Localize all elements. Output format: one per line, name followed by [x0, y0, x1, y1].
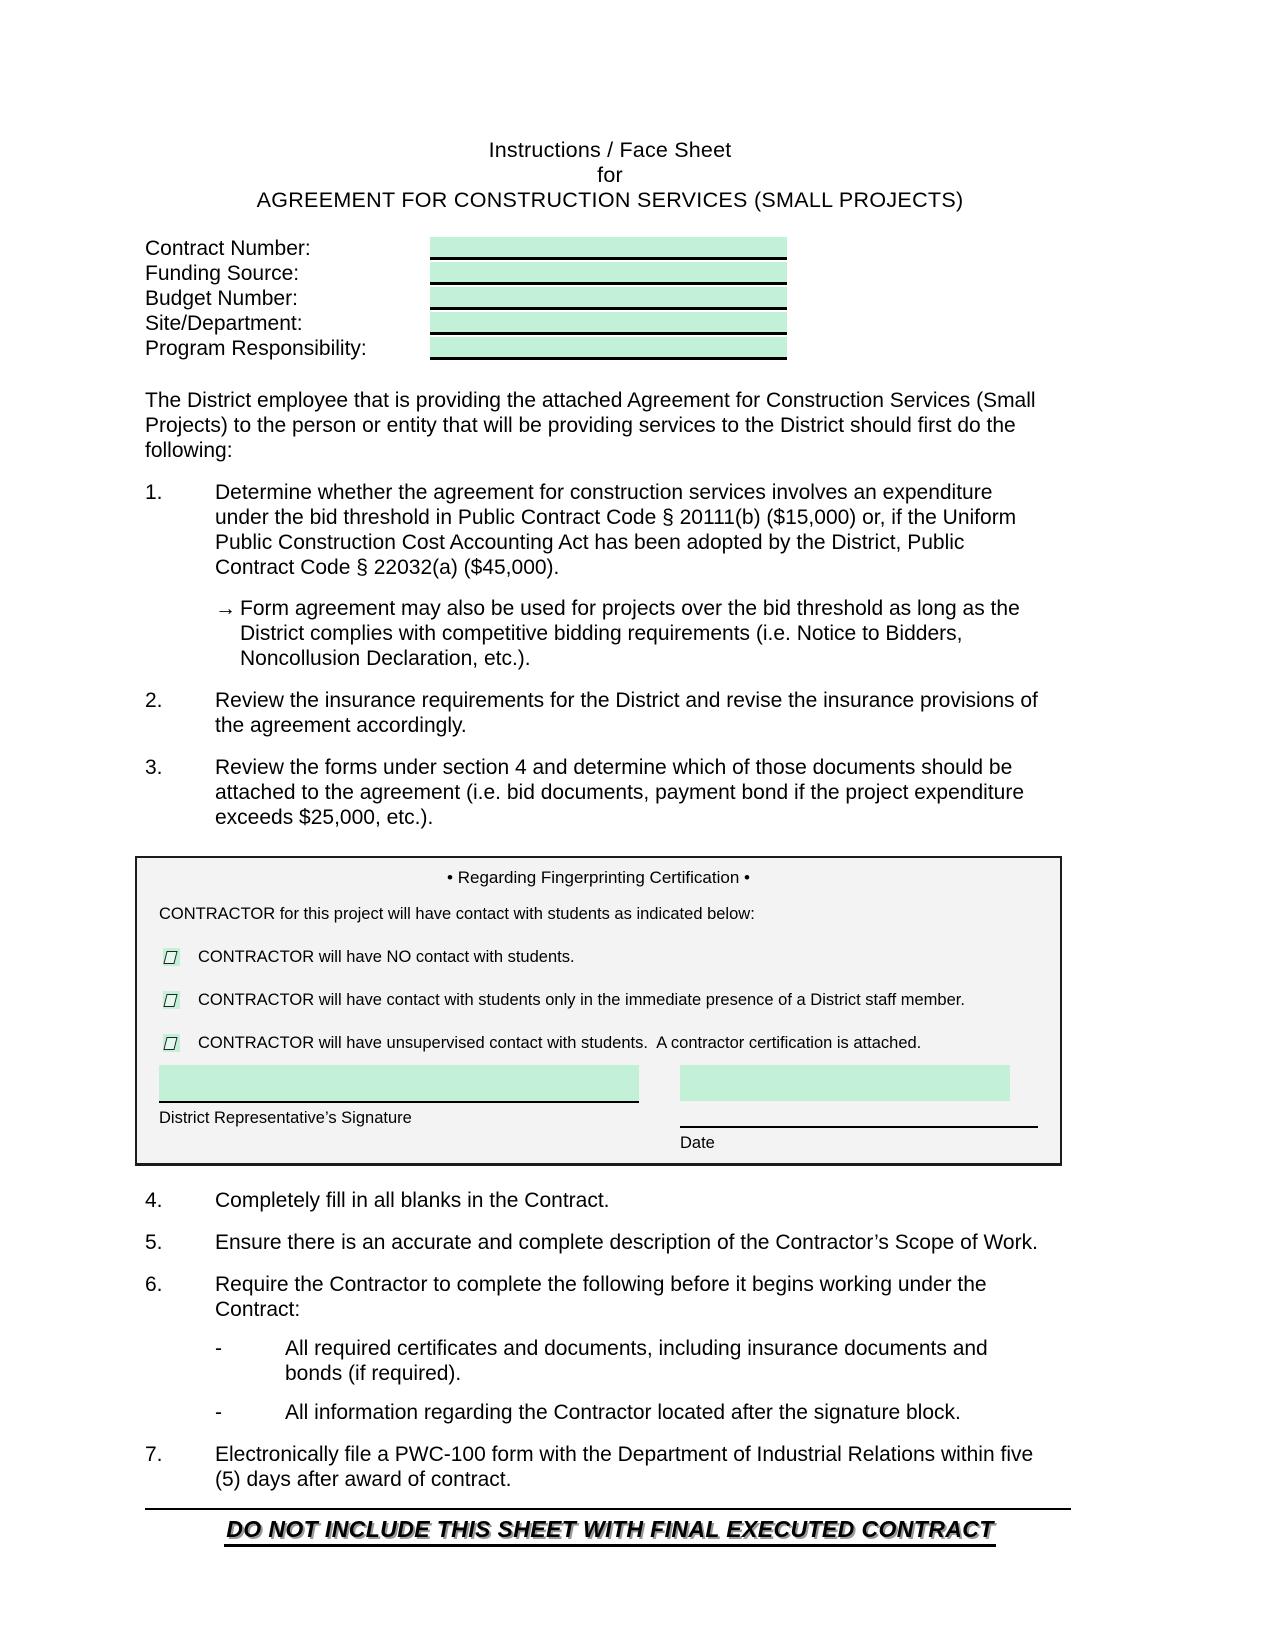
header-form-fields: [145, 237, 1075, 362]
fingerprinting-certification-box: [135, 856, 1062, 1166]
list-item-2: [145, 688, 1075, 738]
contract-number-row: [145, 237, 1075, 262]
intro-paragraph: The District employee that is providing the attached Agreement for Construction Services (Small Projects) to the person or entity that will be providing services to the District should first do the following:: [145, 389, 1036, 462]
signature-label: District Representative’s Signature: [159, 1109, 412, 1127]
item-4-number: 4.: [145, 1189, 163, 1212]
fingerprinting-box-intro: CONTRACTOR for this project will have contact with students as indicated below:: [159, 905, 755, 923]
item-6-text: Require the Contractor to complete the following before it begins working under the Contract:: [215, 1273, 987, 1321]
arrow-note: [215, 596, 1055, 671]
title-line-1: Instructions / Face Sheet: [488, 138, 732, 162]
no-contact-label: CONTRACTOR will have NO contact with students.: [198, 948, 575, 966]
contract-number-field[interactable]: [430, 237, 787, 260]
program-responsibility-field[interactable]: [430, 337, 787, 360]
item-7-text: Electronically file a PWC-100 form with the Department of Industrial Relations within five (5) days after award of contract.: [215, 1443, 1034, 1491]
arrow-icon: →: [215, 597, 236, 620]
supervised-contact-label: CONTRACTOR will have contact with students only in the immediate presence of a District staff member.: [198, 991, 965, 1009]
footer-warning-text: DO NOT INCLUDE THIS SHEET WITH FINAL EXECUTED CONTRACT: [224, 1516, 995, 1547]
footer-divider: [145, 1508, 1071, 1510]
list-item-1: [145, 480, 1075, 580]
option-unsupervised-contact: [159, 1033, 1038, 1053]
sub-item-1-text: All required certificates and documents, including insurance documents and bonds (if required).: [285, 1337, 988, 1385]
arrow-note-text: Form agreement may also be used for projects over the bid threshold as long as the District complies with competitive bidding requirements (i.e. Notice to Bidders, Noncollusion Declaration, etc.).: [240, 597, 1020, 670]
sub-item-2-dash: -: [215, 1401, 222, 1424]
list-item-3: [145, 755, 1075, 830]
title-line-2: for: [597, 163, 623, 187]
option-no-contact: [159, 947, 1038, 967]
document-title: [145, 138, 1075, 213]
site-department-row: [145, 312, 1075, 337]
budget-number-label: Budget Number:: [145, 287, 298, 310]
item-7-number: 7.: [145, 1443, 163, 1466]
list-item-7: [145, 1442, 1075, 1492]
item-4-text: Completely fill in all blanks in the Contract.: [215, 1189, 610, 1212]
site-department-field[interactable]: [430, 312, 787, 335]
signature-column: [159, 1065, 639, 1128]
footer: [145, 1516, 1075, 1547]
list-item-5: [145, 1230, 1075, 1255]
site-department-label: Site/Department:: [145, 312, 303, 335]
item-2-number: 2.: [145, 689, 163, 712]
item-1-text: Determine whether the agreement for construction services involves an expenditure under the bid threshold in Public Contract Code § 20111(b) ($15,000) or, if the Uniform Public Construction Cost Accounting Act has been adopted by the District, Public Contract Code § 22032(a) ($45,000).: [215, 481, 1017, 579]
signature-date-row: [159, 1065, 1038, 1128]
option-supervised-contact: [159, 990, 1038, 1010]
list-item-4: [145, 1188, 1075, 1213]
sub-item-2-text: All information regarding the Contractor located after the signature block.: [285, 1401, 961, 1424]
item-1-number: 1.: [145, 481, 163, 504]
no-contact-checkbox[interactable]: [163, 948, 180, 966]
sub-item-1-dash: -: [215, 1337, 222, 1360]
budget-number-row: [145, 287, 1075, 312]
budget-number-field[interactable]: [430, 287, 787, 310]
sub-item-contractor-info: [215, 1400, 1075, 1425]
signature-date-labels-row: [159, 1128, 1038, 1153]
program-responsibility-label: Program Responsibility:: [145, 337, 367, 360]
item-6-number: 6.: [145, 1273, 163, 1296]
unsupervised-contact-checkbox[interactable]: [163, 1034, 180, 1052]
date-field[interactable]: [680, 1065, 1010, 1101]
fingerprinting-box-title: • Regarding Fingerprinting Certification •: [447, 868, 750, 887]
unsupervised-contact-label: CONTRACTOR will have unsupervised contact with students. A contractor certification is attached.: [198, 1034, 922, 1052]
item-5-text: Ensure there is an accurate and complete description of the Contractor’s Scope of Work.: [215, 1231, 1038, 1254]
signature-field[interactable]: [159, 1065, 639, 1103]
date-label-wrap: [680, 1128, 715, 1153]
item-3-text: Review the forms under section 4 and determine which of those documents should be attached to the agreement (i.e. bid documents, payment bond if the project expenditure exceeds $25,000, etc.).: [215, 756, 1025, 829]
list-item-6: [145, 1272, 1075, 1322]
signature-label-spacer: [159, 1128, 639, 1153]
program-responsibility-row: [145, 337, 1075, 362]
contract-number-label: Contract Number:: [145, 237, 311, 260]
funding-source-label: Funding Source:: [145, 262, 300, 285]
funding-source-field[interactable]: [430, 262, 787, 285]
date-label: Date: [680, 1134, 715, 1152]
page-content: [145, 138, 1075, 1547]
supervised-contact-checkbox[interactable]: [163, 991, 180, 1009]
item-2-text: Review the insurance requirements for the District and revise the insurance provisions of the agreement accordingly.: [215, 689, 1038, 737]
date-column: [680, 1065, 1038, 1128]
title-line-3: AGREEMENT FOR CONSTRUCTION SERVICES (SMALL PROJECTS): [256, 188, 964, 212]
funding-source-row: [145, 262, 1075, 287]
item-3-number: 3.: [145, 756, 163, 779]
item-5-number: 5.: [145, 1231, 163, 1254]
sub-item-certificates: [215, 1336, 1075, 1386]
